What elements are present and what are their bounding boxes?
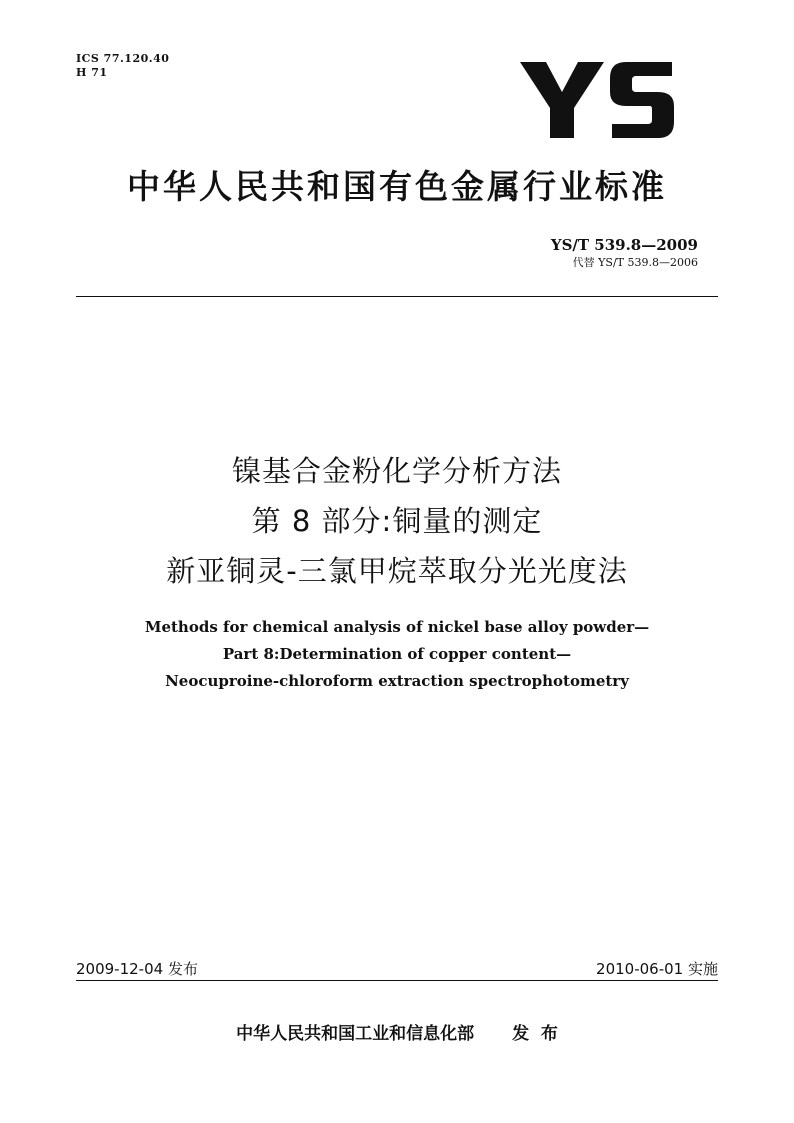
publisher-name: 中华人民共和国工业和信息化部 (236, 1024, 475, 1044)
bottom-divider (76, 980, 718, 981)
chinese-title-line-3: 新亚铜灵-三氯甲烷萃取分光光度法 (166, 554, 628, 588)
chinese-title-line-1: 镍基合金粉化学分析方法 (231, 454, 562, 488)
issue-date: 2009-12-04 发布 (76, 960, 198, 978)
english-title-line-3: Neocuproine-chloroform extraction spectrophotometry (165, 672, 629, 690)
publish-action: 发 布 (512, 1024, 558, 1044)
chinese-title-line-2: 第 8 部分:铜量的测定 (251, 504, 543, 538)
top-divider (76, 296, 718, 297)
english-title-line-2: Part 8:Determination of copper content— (222, 645, 572, 663)
chinese-title (0, 446, 794, 596)
classification-codes (76, 52, 169, 80)
ministry-title: 中华人民共和国有色金属行业标准 (127, 167, 667, 206)
replaced-standard: 代替 YS/T 539.8—2006 (572, 256, 698, 269)
publisher-line (0, 1022, 794, 1046)
ics-code: ICS 77.120.40 (76, 52, 170, 65)
ys-logo (512, 48, 682, 148)
english-title (0, 614, 794, 695)
implementation-date: 2010-06-01 实施 (596, 960, 718, 978)
standard-code: YS/T 539.8—2009 (550, 236, 698, 254)
english-title-line-1: Methods for chemical analysis of nickel base alloy powder— (144, 618, 650, 636)
standard-class-code: H 71 (76, 66, 108, 79)
standard-code-block (551, 236, 698, 270)
